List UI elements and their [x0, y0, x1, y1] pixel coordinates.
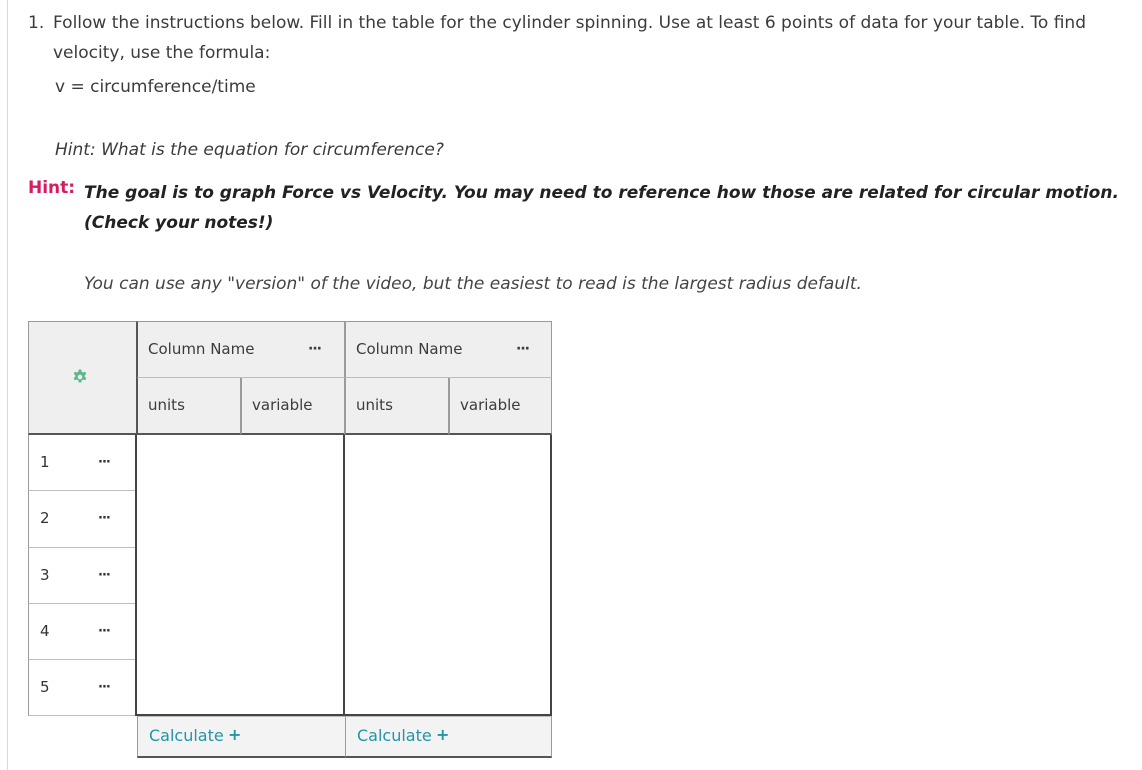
table-corner-cell	[28, 321, 137, 435]
variable-placeholder: variable	[252, 396, 313, 414]
table-cell[interactable]	[135, 546, 345, 604]
row-menu-icon[interactable]: ···	[98, 455, 110, 470]
table-cell[interactable]	[343, 490, 552, 548]
row-number: 3	[40, 566, 50, 584]
column-1-units-field[interactable]	[137, 378, 241, 435]
row-number: 5	[40, 678, 50, 696]
force-velocity-hint: The goal is to graph Force vs Velocity. You may need to reference how those are related for circular motion. (Check your notes!)	[84, 183, 1119, 233]
table-cell[interactable]	[343, 602, 552, 660]
column-2-variable-field[interactable]	[449, 378, 552, 435]
question-text	[28, 8, 1128, 68]
table-cell[interactable]	[135, 658, 345, 716]
variable-placeholder: variable	[460, 396, 521, 414]
table-cell[interactable]	[135, 602, 345, 660]
calculate-label: Calculate	[149, 726, 224, 745]
row-menu-icon[interactable]: ···	[98, 680, 110, 695]
data-table	[28, 321, 552, 758]
row-header	[28, 435, 137, 491]
row-number: 2	[40, 509, 50, 527]
circumference-hint: Hint: What is the equation for circumference?	[55, 140, 444, 160]
column-header-2[interactable]	[345, 321, 552, 378]
gear-icon[interactable]	[72, 369, 88, 385]
column-2-units-field[interactable]	[345, 378, 449, 435]
column-1-variable-field[interactable]	[241, 378, 345, 435]
left-border	[7, 0, 8, 770]
velocity-formula: v = circumference/time	[55, 77, 256, 97]
column-name-2[interactable]: Column Name	[356, 340, 463, 358]
question-number: 1.	[28, 13, 45, 33]
row-menu-icon[interactable]: ···	[98, 511, 110, 526]
units-placeholder: units	[356, 396, 393, 414]
column-header-1[interactable]	[137, 321, 345, 378]
plus-icon: +	[228, 725, 242, 744]
units-placeholder: units	[148, 396, 185, 414]
row-header	[28, 491, 137, 548]
table-cell[interactable]	[343, 546, 552, 604]
row-number: 4	[40, 622, 50, 640]
row-header	[28, 548, 137, 604]
calculate-button-1[interactable]	[137, 716, 345, 758]
row-menu-icon[interactable]: ···	[98, 624, 110, 639]
question-body: Follow the instructions below. Fill in the table for the cylinder spinning. Use at least 6 points of data for your table. To find velocity, use the formula:	[53, 13, 1086, 63]
table-cell[interactable]	[343, 658, 552, 716]
calculate-button-2[interactable]	[345, 716, 552, 758]
row-menu-icon[interactable]: ···	[98, 568, 110, 583]
row-header	[28, 660, 137, 716]
row-header	[28, 604, 137, 660]
calculate-label: Calculate	[357, 726, 432, 745]
video-note: You can use any "version" of the video, but the easiest to read is the largest radius default.	[84, 274, 862, 294]
plus-icon: +	[436, 725, 450, 744]
column-1-menu-icon[interactable]: ···	[308, 341, 321, 357]
column-name-1[interactable]: Column Name	[148, 340, 255, 358]
table-cell[interactable]	[135, 490, 345, 548]
column-2-menu-icon[interactable]: ···	[516, 341, 529, 357]
hint-label: Hint:	[28, 178, 76, 198]
table-cell[interactable]	[343, 435, 552, 492]
table-cell[interactable]	[135, 435, 345, 492]
row-number: 1	[40, 453, 50, 471]
